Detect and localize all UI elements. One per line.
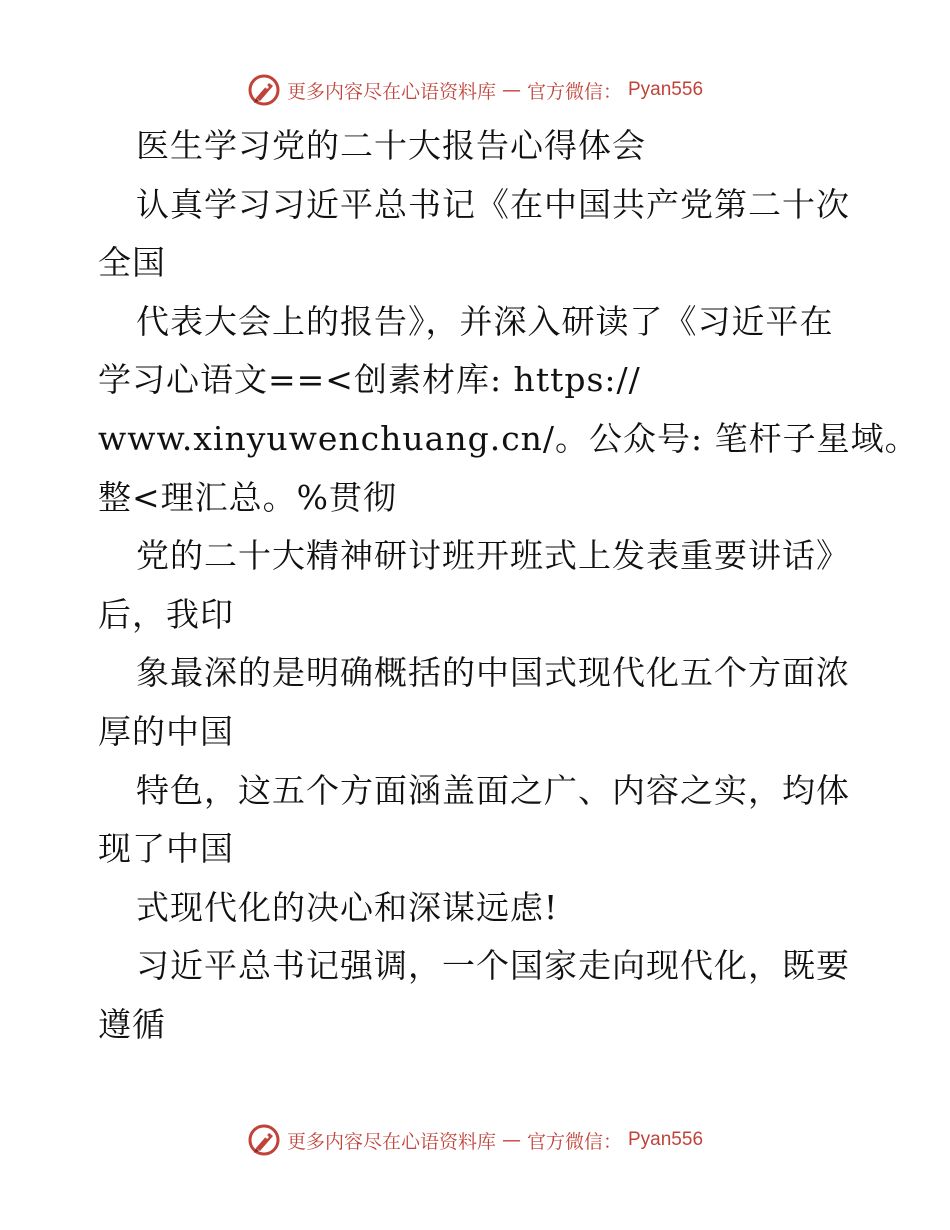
paragraph-line: 代表大会上的报告》，并深入研读了《习近平在 (136, 301, 834, 341)
paragraph-line: 学习心语文==<创素材库: https:// (98, 360, 641, 400)
document-title: 医生学习党的二十大报告心得体会 (136, 126, 646, 165)
paragraph-line: 全国 (98, 243, 166, 283)
header-watermark (0, 70, 950, 110)
paragraph-line: 现了中国 (98, 829, 234, 869)
paragraph-line: www.xinyuwenchuang.cn/。公众号: 笔杆子星域。 (98, 418, 919, 458)
header-brand: 更多内容尽在心语资料库 (286, 80, 496, 103)
paragraph-line: 习近平总书记强调，一个国家走向现代化，既要 (136, 946, 850, 986)
paragraph-line: 党的二十大精神研讨班开班式上发表重要讲话》 (136, 536, 850, 576)
paragraph-line: 象最深的是明确概括的中国式现代化五个方面浓 (136, 653, 850, 693)
paragraph-line: 特色，这五个方面涵盖面之广、内容之实，均体 (136, 770, 850, 810)
pen-nib-logo-icon (247, 73, 281, 107)
footer-brand: 更多内容尽在心语资料库 (286, 1130, 496, 1153)
header-label: 官方微信： (526, 80, 622, 103)
paragraph-line: 厚的中国 (98, 711, 234, 751)
footer-account: Pyan556 (628, 1129, 704, 1150)
paragraph-line: 整<理汇总。%贯彻 (98, 477, 398, 517)
paragraph-line: 后，我印 (98, 594, 234, 634)
header-separator: — (501, 79, 521, 101)
document-body (98, 117, 919, 1055)
paragraph-line: 遵循 (98, 1004, 166, 1044)
header-account: Pyan556 (628, 79, 704, 100)
footer-watermark (0, 1120, 950, 1160)
footer-separator: — (501, 1129, 521, 1151)
pen-nib-logo-icon (247, 1123, 281, 1157)
footer-label: 官方微信： (526, 1130, 622, 1153)
paragraph-line: 认真学习习近平总书记《在中国共产党第二十次 (136, 184, 850, 224)
paragraph-line: 式现代化的决心和深谋远虑! (136, 887, 559, 927)
